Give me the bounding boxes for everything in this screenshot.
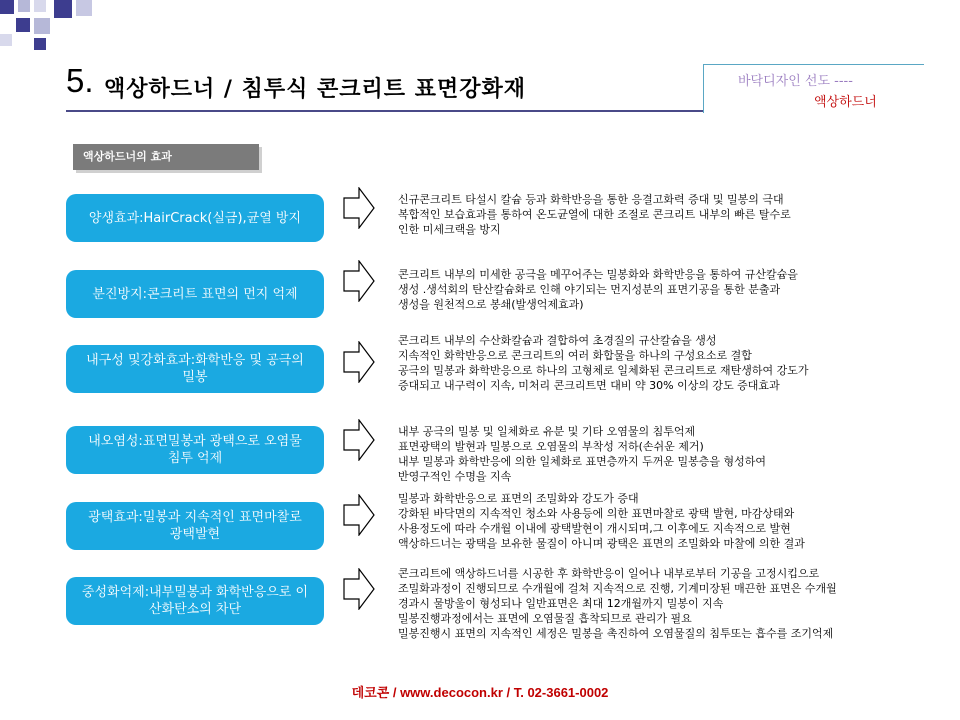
page-title: 액상하드너 / 침투식 콘크리트 표면강화재 — [104, 77, 526, 102]
description-line: 공극의 밀봉과 화학반응으로 하나의 고형체로 일체화된 콘크리트로 재탄생하여 강도가 — [398, 364, 809, 377]
decor-square — [34, 38, 46, 50]
decor-square — [34, 18, 50, 34]
corner-caption: 바닥디자인 선도 ---- — [738, 74, 853, 89]
effect-description — [398, 491, 805, 551]
decor-square — [34, 0, 46, 12]
effect-label: 중성화억제:내부밀봉과 화학반응으로 이산화탄소의 차단 — [66, 577, 324, 625]
description-line: 콘크리트에 액상하드너를 시공한 후 화학반응이 일어나 내부로부터 기공을 고정시킵으로 — [398, 567, 820, 580]
effect-label: 내오염성:표면밀봉과 광택으로 오염물 침투 억제 — [66, 426, 324, 474]
description-line: 내부 공극의 밀봉 및 일체화로 유분 및 기타 오염물의 침투억제 — [398, 425, 696, 438]
effect-description — [398, 424, 766, 484]
section-label: 액상하드너의 효과 — [73, 144, 259, 170]
effect-label: 양생효과:HairCrack(실금),균열 방지 — [66, 194, 324, 242]
description-line: 표면광택의 발현과 밀봉으로 오염물의 부착성 저하(손쉬운 제거) — [398, 440, 704, 453]
description-line: 내부 밀봉과 화학반응에 의한 일체화로 표면층까지 두꺼운 밀봉층을 형성하여 — [398, 455, 767, 468]
description-line: 지속적인 화학반응으로 콘크리트의 여러 화합물을 하나의 구성요소로 결합 — [398, 349, 752, 362]
description-line: 콘크리트 내부의 미세한 공극을 메꾸어주는 밀봉화와 화학반응을 통하여 규산칼슘을 — [398, 268, 798, 281]
description-line: 밀봉과 화학반응으로 표면의 조밀화와 강도가 증대 — [398, 492, 639, 505]
right-arrow-icon — [343, 568, 375, 610]
decor-square — [18, 0, 30, 12]
decor-square — [0, 34, 12, 46]
right-arrow-icon — [343, 419, 375, 461]
decor-square — [0, 0, 14, 14]
description-line: 밀봉진행시 표면의 지속적인 세정은 밀봉을 촉진하여 오염물질의 침투또는 흡수를 조기억제 — [398, 627, 834, 640]
decor-square — [16, 18, 30, 32]
corner-subcaption: 액상하드너 — [814, 95, 877, 110]
description-line: 인한 미세크랙을 방지 — [398, 223, 501, 236]
right-arrow-icon — [343, 187, 375, 229]
description-line: 증대되고 내구력이 지속, 미처리 콘크리트면 대비 약 30% 이상의 강도 증대효과 — [398, 379, 780, 392]
decor-square — [76, 0, 92, 16]
effect-description — [398, 566, 837, 641]
title-divider — [66, 110, 703, 112]
description-line: 밀봉진행과정에서는 표면에 오염물질 흡착되므로 관리가 필요 — [398, 612, 692, 625]
right-arrow-icon — [343, 494, 375, 536]
effect-label: 광택효과:밀봉과 지속적인 표면마찰로 광택발현 — [66, 502, 324, 550]
description-line: 생성을 원천적으로 봉쇄(발생억제효과) — [398, 298, 584, 311]
decor-square — [54, 0, 72, 18]
description-line: 경과시 물방울이 형성되나 일반표면은 최대 12개월까지 밀봉이 지속 — [398, 597, 724, 610]
description-line: 액상하드너는 광택을 보유한 물질이 아니며 광택은 표면의 조밀화와 마찰에 의한 결과 — [398, 537, 805, 550]
right-arrow-icon — [343, 260, 375, 302]
description-line: 반영구적인 수명을 지속 — [398, 470, 512, 483]
effect-label: 내구성 및강화효과:화학반응 및 공극의 밀봉 — [66, 345, 324, 393]
description-line: 신규콘크리트 타설시 칼슘 등과 화학반응을 통한 응결고화력 증대 및 밀봉의 극대 — [398, 193, 784, 206]
description-line: 콘크리트 내부의 수산화칼슘과 결합하여 초경질의 규산칼슘을 생성 — [398, 334, 717, 347]
description-line: 조밀화과정이 진행되므로 수개월에 걸쳐 지속적으로 진행, 기계미장된 매끈한 표면은 수개월 — [398, 582, 837, 595]
effect-description — [398, 333, 809, 393]
description-line: 생성 .생석회의 탄산칼슘화로 인해 야기되는 먼지성분의 표면기공을 통한 분출과 — [398, 283, 781, 296]
description-line: 강화된 바닥면의 지속적인 청소와 사용등에 의한 표면마찰로 광택 발현, 마감상태와 — [398, 507, 795, 520]
description-line: 사용정도에 따라 수개월 이내에 광택발현이 개시되며,그 이후에도 지속적으로 발현 — [398, 522, 791, 535]
effect-description — [398, 267, 798, 312]
description-line: 복합적인 보습효과를 통하여 온도균열에 대한 조절로 콘크리트 내부의 빠른 탈수로 — [398, 208, 791, 221]
effect-description — [398, 192, 791, 237]
right-arrow-icon — [343, 341, 375, 383]
slide-number: 5. — [66, 62, 94, 99]
effect-label: 분진방지:콘크리트 표면의 먼지 억제 — [66, 270, 324, 318]
footer-contact: 데코콘 / www.decocon.kr / T. 02-3661-0002 — [351, 685, 609, 700]
